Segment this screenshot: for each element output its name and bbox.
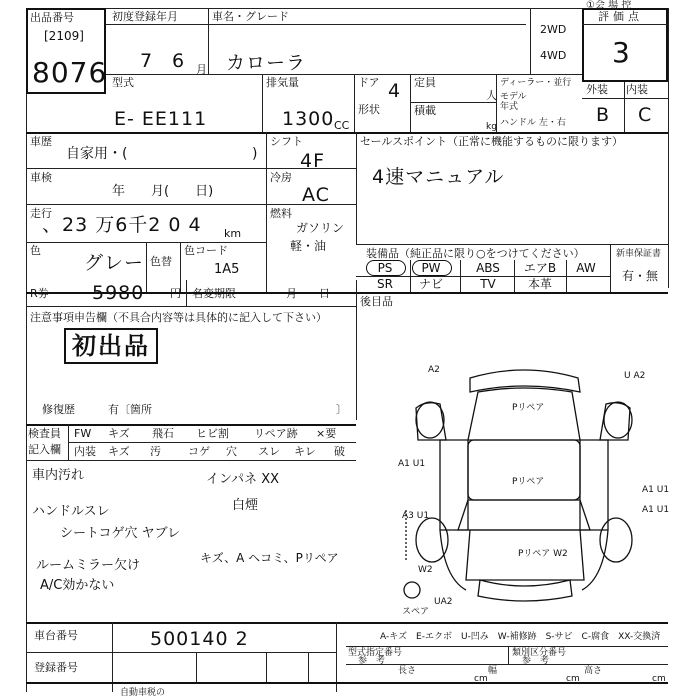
model-type-divider xyxy=(508,646,509,664)
shape-label: 形状 xyxy=(358,103,380,116)
doors-label: ドア xyxy=(358,76,380,89)
model-sub-label: モデル xyxy=(500,92,527,102)
insp-cut: キレ xyxy=(294,445,316,458)
first-listing-text: 初出品 xyxy=(72,332,150,360)
note-3: シートコゲ穴 ヤブレ xyxy=(60,526,181,541)
model-type-line xyxy=(346,646,668,647)
fuel-label: 燃料 xyxy=(270,207,292,220)
capacity-unit: 人 xyxy=(486,89,497,102)
reg-label: 登録番号 xyxy=(34,661,78,674)
ext-label: 外装 xyxy=(586,83,608,96)
lot-label: 出品番号 xyxy=(30,11,74,24)
width-label: 幅 xyxy=(488,666,498,676)
recycle-label: R券 xyxy=(30,287,49,300)
color-code-label: 色コード xyxy=(184,244,228,257)
equip-airbag: エアB xyxy=(523,261,557,275)
load-label: 積載 xyxy=(414,104,436,117)
note-1: 車内汚れ xyxy=(32,468,85,483)
damage-legend: A-キズ E-エクボ U-凹み W-補修跡 S-サビ C-腐食 XX-交換済 xyxy=(380,632,661,642)
color-code-value: 1A5 xyxy=(214,262,240,277)
equip-navi: ナビ xyxy=(418,277,443,291)
length-label: 長さ xyxy=(398,666,417,676)
equip-ps: PS xyxy=(377,261,393,275)
deadline-value: 月 日 xyxy=(286,287,330,300)
recycle-value: 5980 xyxy=(92,282,145,304)
mark-repair-trunk: Pリペア W2 xyxy=(518,549,568,559)
load-unit: kg xyxy=(486,122,497,132)
insp-int-scratch: キズ xyxy=(108,445,130,458)
reg-div1 xyxy=(196,652,197,682)
equipment-label: 装備品（純正品に限り○をつけてください） xyxy=(366,247,585,260)
capacity-label: 定員 xyxy=(414,76,436,89)
notes-label: 注意事項申告欄（不具合内容等は具体的に記入して下さい） xyxy=(30,311,327,324)
inspector-label2: 記入欄 xyxy=(28,443,61,456)
model-label: 車名・グレード xyxy=(212,10,289,23)
mark-w2-left: W2 xyxy=(418,565,433,575)
mark-ua2-front: U A2 xyxy=(624,371,646,381)
warranty-value: 有・無 xyxy=(622,269,659,283)
handle-label: ハンドル 左・右 xyxy=(500,118,566,128)
rear-seat-label: 後目品 xyxy=(360,295,393,308)
mark-a2-front: A2 xyxy=(428,365,440,375)
mark-a1-right2: A1 U1 xyxy=(642,505,670,515)
fuel-value: ガソリン xyxy=(296,221,345,235)
equip-aw: AW xyxy=(576,261,596,275)
mileage-label: 走行 xyxy=(30,207,52,220)
score-label: 評価点 xyxy=(598,10,643,23)
insp-wear: スレ xyxy=(258,445,280,458)
ext-value: B xyxy=(596,104,611,126)
first-reg-year: 7 xyxy=(140,50,154,72)
shift-value: 4F xyxy=(300,150,326,172)
color-label: 色 xyxy=(30,244,41,257)
sales-label: セールスポイント（正常に機能するものに限ります） xyxy=(360,135,624,148)
equip-sr: SR xyxy=(377,277,393,291)
insp-fw: FW xyxy=(74,427,92,440)
insp-crack: ヒビ割 xyxy=(196,427,229,440)
note-2: ハンドルスレ xyxy=(32,504,110,519)
note-6: インパネ XX xyxy=(206,472,280,487)
warranty-label: 新車保証書 xyxy=(616,249,662,259)
yen-unit: 円 xyxy=(170,287,181,300)
type-value: E- EE111 xyxy=(114,108,208,130)
insp-hole: 穴 xyxy=(226,445,237,458)
mark-a1-left: A1 U1 xyxy=(398,459,426,469)
mark-a1-right: A1 U1 xyxy=(642,485,670,495)
note-4: ルームミラー欠け xyxy=(36,558,141,573)
lot-code: [2109] xyxy=(44,29,84,43)
first-reg-month: 6 xyxy=(172,50,186,72)
insp-scratch: キズ xyxy=(108,427,130,440)
reg-div2 xyxy=(266,652,267,682)
dealer-label: ディーラー・並行 xyxy=(500,78,572,88)
sales-value: 4速マニュアル xyxy=(372,166,505,188)
repair-label: 修復歴 xyxy=(42,403,75,416)
drive-4wd: 4WD xyxy=(540,49,567,62)
equip-pw: PW xyxy=(421,261,441,275)
model-name: カローラ xyxy=(226,52,307,74)
insp-repair: リペア跡 xyxy=(254,427,298,440)
insp-chip: 飛石 xyxy=(152,427,174,440)
note-8: キズ、A ヘコミ、Pリペア xyxy=(200,551,339,565)
inspector-label1: 検査員 xyxy=(28,427,61,440)
reg-line xyxy=(26,652,336,653)
color-value: グレー xyxy=(84,252,145,274)
type-label: 型式 xyxy=(112,76,134,89)
note-7: 白煙 xyxy=(232,498,259,513)
mileage-value: 、23 万6千2 0 4 xyxy=(42,214,202,236)
insp-burn: コゲ xyxy=(188,445,210,458)
doors-value: 4 xyxy=(388,80,402,102)
top-right-text: ①会 場 控 xyxy=(586,0,632,11)
drive-2wd: 2WD xyxy=(540,23,567,36)
ac-value: AC xyxy=(302,184,330,206)
int-label: 内装 xyxy=(626,83,648,96)
mark-repair-hood: Pリペア xyxy=(512,403,545,413)
note-5: A/C効かない xyxy=(40,578,115,593)
inspection-label: 車検 xyxy=(30,171,52,184)
ac-label: 冷房 xyxy=(270,171,292,184)
deadline-label: 名変期限 xyxy=(192,287,236,300)
displacement-value: 1300 xyxy=(282,108,335,130)
model-type-sub: 参 考 xyxy=(358,656,386,666)
category-sub: 参 考 xyxy=(522,656,550,666)
width-unit: cm xyxy=(566,674,580,684)
history-value: 自家用・( xyxy=(66,146,128,162)
cc-unit: CC xyxy=(334,119,350,132)
category-label: 類別区分番号 xyxy=(512,648,567,658)
insp-required: ×要 xyxy=(316,427,337,440)
inspection-value: 年 月( 日) xyxy=(112,184,214,199)
model-type-label: 型式指定番号 xyxy=(348,648,403,658)
mark-spare: スペア xyxy=(402,607,430,617)
length-unit: cm xyxy=(474,674,488,684)
fuel-alt: 軽・油 xyxy=(290,239,327,253)
mark-a3-left: A3 U1 xyxy=(402,511,430,521)
height-unit: cm xyxy=(652,674,666,684)
insp-tear: 破 xyxy=(334,445,345,458)
score-value: 3 xyxy=(612,36,631,69)
color-change-label: 色替 xyxy=(150,255,172,268)
equip-abs: ABS xyxy=(476,261,500,275)
history-label: 車歴 xyxy=(30,135,52,148)
insp-dirt: 汚 xyxy=(150,445,161,458)
int-value: C xyxy=(638,104,653,126)
repair-value: 有〔箇所 xyxy=(108,403,152,416)
footer-top-line xyxy=(26,622,668,624)
month-unit: 月 xyxy=(196,63,207,76)
history-close: ) xyxy=(252,146,258,162)
equip-leather: 本革 xyxy=(527,277,552,291)
reg-div3 xyxy=(308,652,309,682)
chassis-label: 車台番号 xyxy=(34,629,78,642)
equip-tv: TV xyxy=(480,277,496,291)
chassis-value: 500140 2 xyxy=(150,628,249,650)
first-reg-label: 初度登録年月 xyxy=(112,10,178,23)
mark-repair-roof: Pリペア xyxy=(512,477,545,487)
year-sub-label: 年式 xyxy=(500,102,519,112)
dims-line xyxy=(346,664,668,665)
lot-number: 8076 xyxy=(32,56,108,89)
height-label: 高さ xyxy=(584,666,603,676)
displacement-label: 排気量 xyxy=(266,76,299,89)
mark-ua2-rear: UA2 xyxy=(434,597,453,607)
bottom-text: 自動車税の xyxy=(120,688,166,698)
repair-close: 〕 xyxy=(336,403,347,416)
insp-interior: 内装 xyxy=(74,445,96,458)
shift-label: シフト xyxy=(270,135,303,148)
km-unit: km xyxy=(224,227,242,240)
